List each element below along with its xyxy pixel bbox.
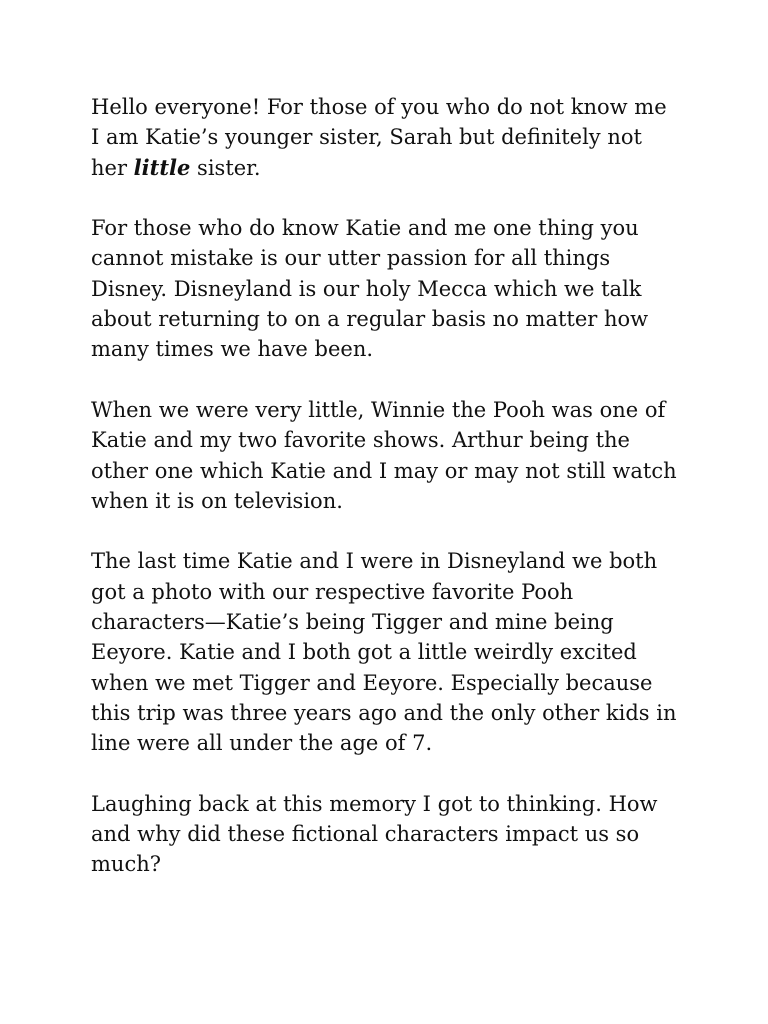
text-line: this trip was three years ago and the only other kids in — [91, 700, 677, 725]
text-line: cannot mistake is our utter passion for all things — [91, 246, 611, 271]
paragraph-pooh — [91, 395, 691, 516]
emphasis-text: little — [133, 154, 191, 180]
text-run: sister. — [190, 155, 261, 180]
text-line: much? — [91, 852, 161, 877]
paragraph-reflection — [91, 789, 691, 880]
text-line: and why did these fictional characters impact us so — [91, 822, 640, 847]
text-line: many times we have been. — [91, 337, 374, 362]
text-line: when it is on television. — [91, 488, 343, 513]
text-line: Eeyore. Katie and I both got a little weirdly excited — [91, 640, 637, 665]
text-line: line were all under the age of 7. — [91, 731, 433, 756]
text-line: Katie and my two favorite shows. Arthur being the — [91, 428, 630, 453]
text-line: characters—Katie’s being Tigger and mine being — [91, 610, 614, 635]
text-line: For those who do know Katie and me one thing you — [91, 216, 639, 241]
paragraph-photo — [91, 546, 691, 758]
document-page — [91, 92, 691, 910]
text-line: when we met Tigger and Eeyore. Especially because — [91, 670, 653, 695]
text-line: Disney. Disneyland is our holy Mecca which we talk — [91, 276, 642, 301]
text-line: The last time Katie and I were in Disneyland we both — [91, 549, 658, 574]
text-line — [91, 153, 691, 183]
paragraph-intro — [91, 92, 691, 183]
text-line: Hello everyone! For those of you who do not know me — [91, 95, 667, 119]
text-line: got a photo with our respective favorite Pooh — [91, 579, 574, 604]
text-run: her — [91, 155, 134, 180]
paragraph-disney — [91, 213, 691, 364]
text-line: other one which Katie and I may or may not still watch — [91, 458, 677, 483]
text-line: I am Katie’s younger sister, Sarah but definitely not — [91, 125, 642, 150]
text-line: Laughing back at this memory I got to thinking. How — [91, 791, 658, 816]
text-line: When we were very little, Winnie the Pooh was one of — [91, 397, 666, 422]
text-line: about returning to on a regular basis no matter how — [91, 307, 649, 332]
